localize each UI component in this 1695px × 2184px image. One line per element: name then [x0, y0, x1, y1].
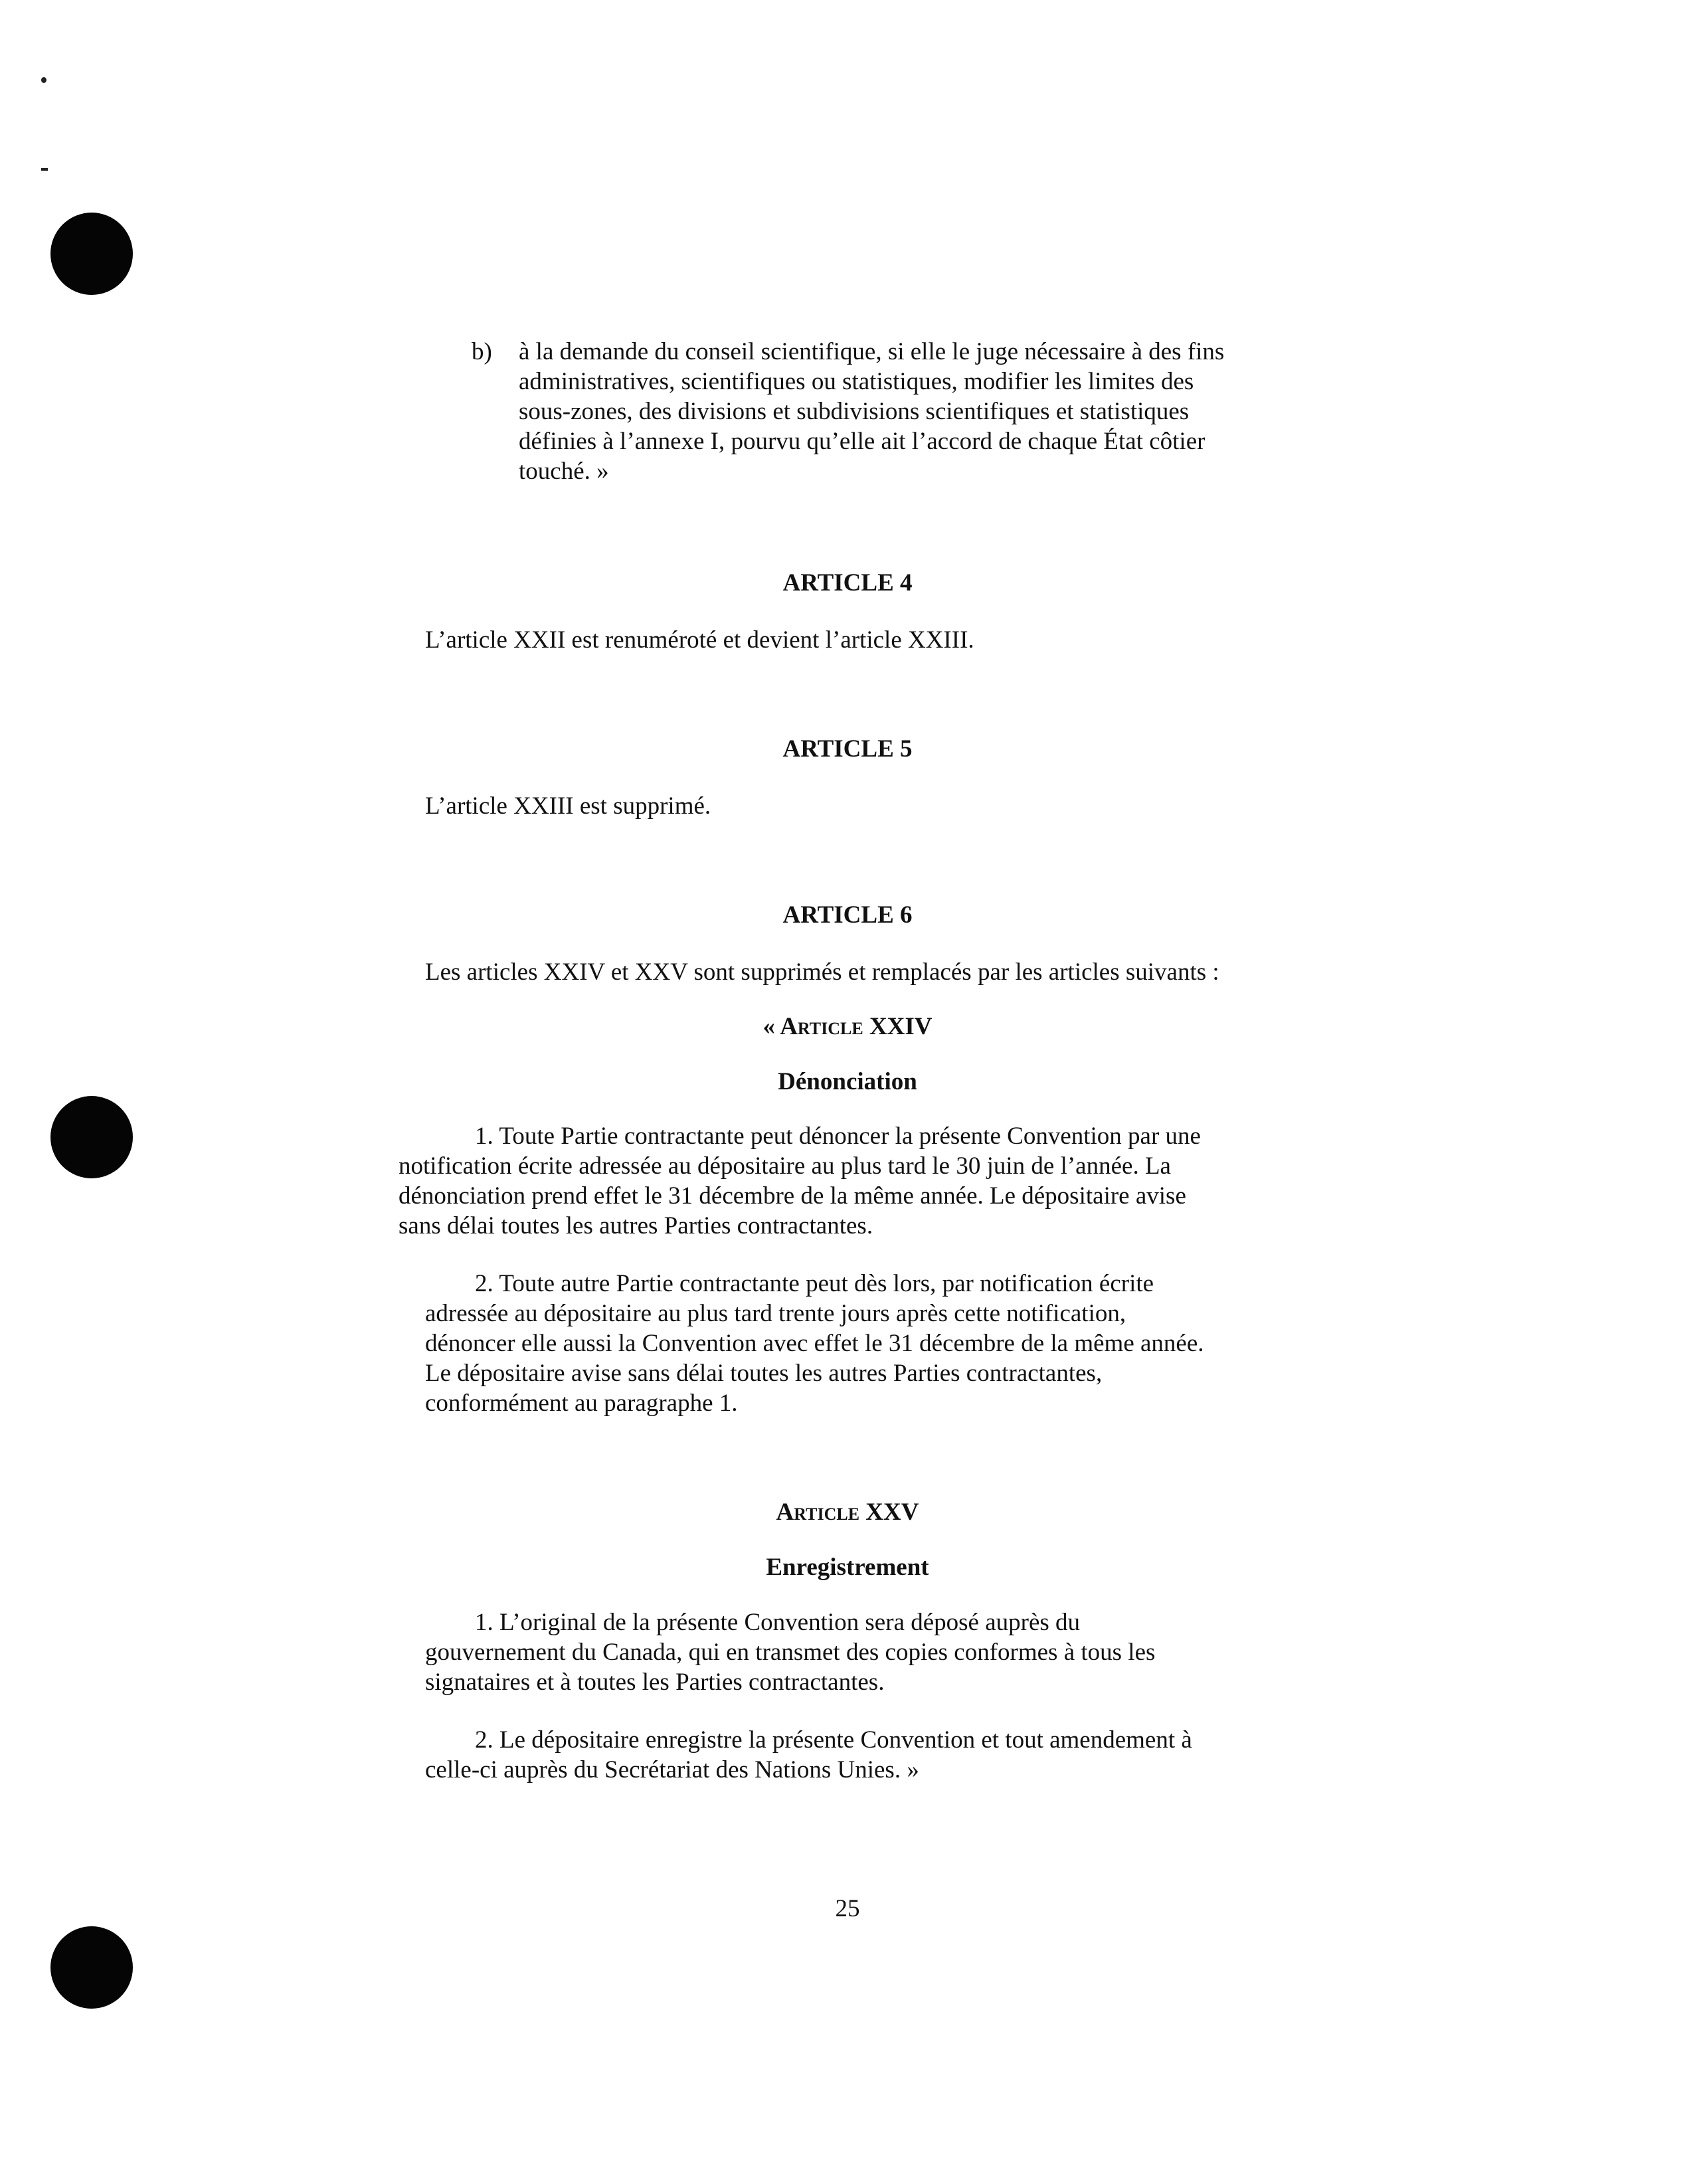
article-6-text: Les articles XXIV et XXV sont supprimés et remplacés par les articles suivants :	[425, 958, 1219, 986]
article-xxv-heading: Article XXV	[776, 1499, 919, 1526]
article-6-heading: ARTICLE 6	[782, 901, 913, 929]
article-xxiv-para2-line: 2. Toute autre Partie contractante peut dès lors, par notification écrite	[475, 1270, 1154, 1297]
article-4-heading: ARTICLE 4	[782, 569, 913, 596]
article-xxiv-title: Dénonciation	[778, 1068, 917, 1095]
article-xxiv-para2-line: adressée au dépositaire au plus tard trente jours après cette notification,	[425, 1300, 1126, 1327]
article-xxv-para2-line: 2. Le dépositaire enregistre la présente Convention et tout amendement à	[475, 1726, 1192, 1754]
article-xxiv-para2-line: conformément au paragraphe 1.	[425, 1390, 738, 1417]
article-5-text: L’article XXIII est supprimé.	[425, 792, 711, 820]
item-b-line: touché. »	[519, 458, 609, 485]
article-xxv-para2-line: celle-ci auprès du Secrétariat des Nations Unies. »	[425, 1756, 919, 1783]
article-xxv-title: Enregistrement	[766, 1554, 929, 1581]
punch-hole-top	[50, 213, 133, 295]
item-b-line: à la demande du conseil scientifique, si elle le juge nécessaire à des fins	[519, 338, 1225, 365]
article-xxiv-para2-line: Le dépositaire avise sans délai toutes les autres Parties contractantes,	[425, 1360, 1103, 1387]
item-b-line: administratives, scientifiques ou statistiques, modifier les limites des	[519, 368, 1194, 395]
punch-hole-middle	[50, 1096, 133, 1178]
article-xxiv-para1-line: sans délai toutes les autres Parties contractantes.	[399, 1212, 873, 1239]
scan-speck	[41, 77, 46, 83]
scan-dash	[41, 168, 48, 171]
article-xxv-para1-line: gouvernement du Canada, qui en transmet des copies conformes à tous les	[425, 1639, 1156, 1666]
item-b-label: b)	[472, 338, 492, 365]
article-xxv-para1-line: 1. L’original de la présente Convention sera déposé auprès du	[475, 1609, 1081, 1636]
item-b-line: définies à l’annexe I, pourvu qu’elle ait l’accord de chaque État côtier	[519, 428, 1205, 455]
article-xxv-para1-line: signataires et à toutes les Parties contractantes.	[425, 1669, 885, 1696]
page-number: 25	[835, 1895, 860, 1922]
article-xxiv-para1-line: 1. Toute Partie contractante peut dénoncer la présente Convention par une	[475, 1123, 1201, 1150]
item-b-line: sous-zones, des divisions et subdivisions scientifiques et statistiques	[519, 398, 1190, 425]
article-xxiv-para2-line: dénoncer elle aussi la Convention avec effet le 31 décembre de la même année.	[425, 1330, 1204, 1357]
article-xxiv-para1-line: dénonciation prend effet le 31 décembre de la même année. Le dépositaire avise	[399, 1182, 1186, 1210]
punch-hole-bottom	[50, 1926, 133, 2009]
article-5-heading: ARTICLE 5	[782, 735, 913, 763]
article-4-text: L’article XXII est renuméroté et devient l’article XXIII.	[425, 626, 974, 654]
article-xxiv-heading: « Article XXIV	[762, 1013, 933, 1040]
article-xxiv-para1-line: notification écrite adressée au dépositaire au plus tard le 30 juin de l’année. La	[399, 1152, 1171, 1180]
